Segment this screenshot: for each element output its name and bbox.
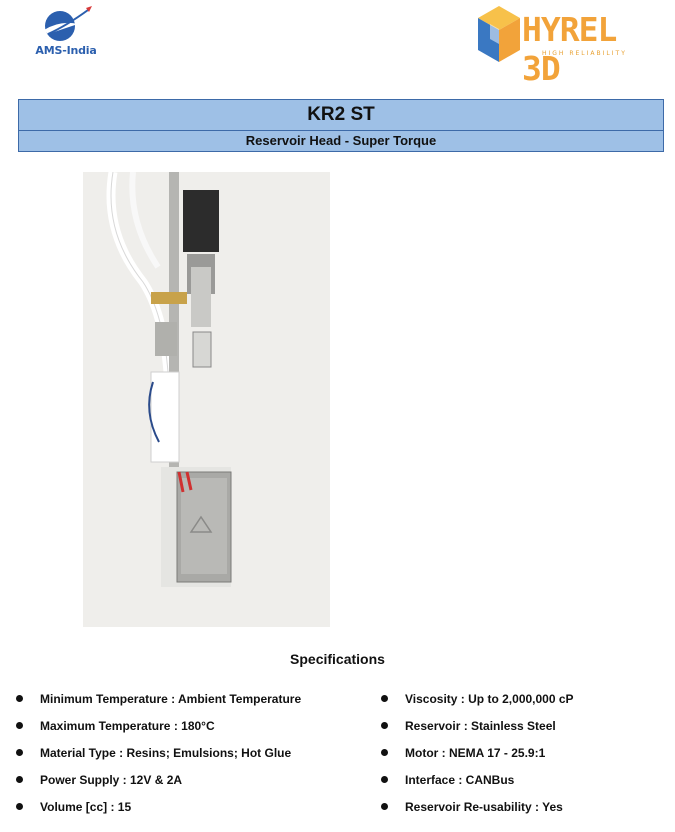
specifications-right-list: [381, 690, 574, 825]
spec-item: [381, 771, 574, 798]
spec-text: Power Supply : 12V & 2A: [40, 773, 183, 787]
bullet-icon: [16, 722, 23, 729]
spec-text: Minimum Temperature : Ambient Temperature: [40, 692, 302, 706]
spec-item: [381, 744, 574, 771]
page-header: [0, 0, 675, 88]
bullet-icon: [16, 695, 23, 702]
ams-india-wordmark: AMS-India: [35, 44, 97, 57]
spec-text: Material Type : Resins; Emulsions; Hot Glue: [40, 746, 292, 760]
specifications-left-list: [16, 690, 301, 825]
bullet-icon: [381, 749, 388, 756]
spec-text: Motor : NEMA 17 - 25.9:1: [405, 746, 546, 760]
title-block: [18, 99, 664, 152]
bullet-icon: [16, 776, 23, 783]
bullet-icon: [16, 749, 23, 756]
spec-item: [16, 717, 301, 744]
spec-text: Volume [cc] : 15: [40, 800, 132, 814]
product-title: KR2 ST: [19, 100, 663, 131]
spec-item: [381, 717, 574, 744]
bullet-icon: [381, 722, 388, 729]
hyrel-cube-icon: [476, 4, 522, 66]
spec-item: [16, 744, 301, 771]
hyrel-3d-logo: [476, 4, 656, 88]
spec-item: [16, 771, 301, 798]
product-photo: [83, 172, 330, 627]
ams-globe-icon: [26, 6, 106, 46]
bullet-icon: [381, 803, 388, 810]
product-subtitle: Reservoir Head - Super Torque: [19, 131, 663, 151]
spec-text: Maximum Temperature : 180°C: [40, 719, 215, 733]
bullet-icon: [16, 803, 23, 810]
bullet-icon: [381, 776, 388, 783]
spec-text: Interface : CANBus: [405, 773, 515, 787]
spec-text: Viscosity : Up to 2,000,000 cP: [405, 692, 574, 706]
spec-item: [381, 690, 574, 717]
spec-item: [381, 798, 574, 825]
hyrel-wordmark: HYREL 3D: [522, 10, 617, 88]
hyrel-tagline: HIGH RELIABILITY: [542, 50, 627, 57]
bullet-icon: [381, 695, 388, 702]
spec-text: Reservoir : Stainless Steel: [405, 719, 556, 733]
spec-text: Reservoir Re-usability : Yes: [405, 800, 563, 814]
ams-india-logo: [26, 6, 106, 62]
reservoir-head-image: [83, 172, 330, 627]
spec-item: [16, 798, 301, 825]
spec-item: [16, 690, 301, 717]
specifications-heading: Specifications: [290, 651, 385, 667]
